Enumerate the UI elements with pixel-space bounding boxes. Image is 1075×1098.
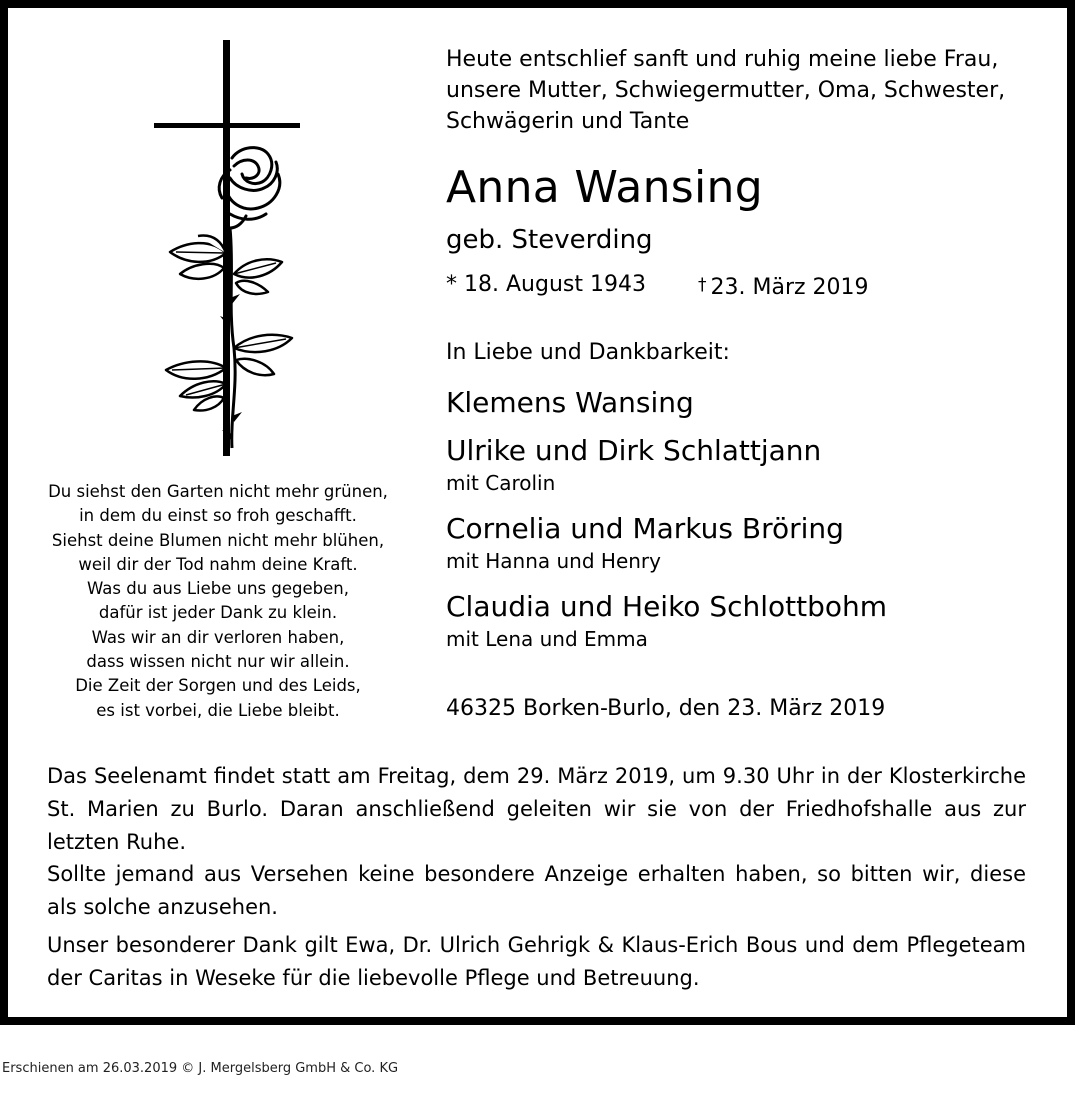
family-name: Claudia und Heiko Schlottbohm [446, 590, 888, 623]
poem-line: Siehst deine Blumen nicht mehr blühen, [51, 530, 385, 550]
poem-line: weil dir der Tod nahm deine Kraft. [78, 554, 358, 574]
notice-paragraph: Sollte jemand aus Versehen keine besondere Anzeige erhalten haben, so bitten wir, diese als solche anzusehen. [47, 862, 1026, 919]
family-entry [446, 589, 887, 653]
family-sub: mit Lena und Emma [446, 627, 648, 651]
cross-with-rose-icon [150, 38, 310, 460]
family-name: Klemens Wansing [446, 386, 694, 419]
poem-line: Was wir an dir verloren haben, [91, 627, 345, 647]
poem-line: dass wissen nicht nur wir allein. [86, 652, 350, 672]
deceased-birth-name: geb. Steverding [446, 225, 653, 255]
death-date [698, 270, 869, 303]
poem-line: Die Zeit der Sorgen und des Leids, [75, 676, 361, 696]
deceased-name: Anna Wansing [446, 162, 763, 213]
place-date: 46325 Borken-Burlo, den 23. März 2019 [446, 696, 886, 721]
birth-mark: * [446, 272, 457, 297]
intro-line: Heute entschlief sanft und ruhig meine liebe Frau, [446, 47, 999, 72]
thanks-paragraph: Unser besonderer Dank gilt Ewa, Dr. Ulrich Gehrigk & Klaus-Erich Bous und dem Pflegeteam der Caritas in Weseke für die liebevolle Pflege und Betreuung. [47, 933, 1026, 990]
birth-date-value: 18. August 1943 [464, 272, 646, 297]
family-name: Cornelia und Markus Bröring [446, 512, 844, 545]
family-entry [446, 511, 844, 575]
intro-text [446, 44, 1005, 137]
family-entry [446, 385, 694, 421]
death-date-value: 23. März 2019 [710, 275, 869, 300]
poem-line: dafür ist jeder Dank zu klein. [98, 603, 338, 623]
family-name: Ulrike und Dirk Schlattjann [446, 434, 822, 467]
intro-line: unsere Mutter, Schwiegermutter, Oma, Schwester, [446, 78, 1006, 103]
service-paragraph: Das Seelenamt findet statt am Freitag, dem 29. März 2019, um 9.30 Uhr in der Klosterkirche St. Marien zu Burlo. Daran anschließend geleiten wir sie von der Friedhofshalle aus zur letzten Ruhe. [47, 764, 1026, 854]
love-line: In Liebe und Dankbarkeit: [446, 340, 730, 365]
poem [38, 480, 398, 723]
family-sub: mit Hanna und Henry [446, 549, 661, 573]
poem-line: Du siehst den Garten nicht mehr grünen, [48, 482, 388, 501]
publication-footer: Erschienen am 26.03.2019 © J. Mergelsberg GmbH & Co. KG [2, 1061, 399, 1076]
life-dates [446, 270, 869, 300]
poem-line: Was du aus Liebe uns gegeben, [87, 579, 349, 599]
poem-line: es ist vorbei, die Liebe bleibt. [96, 700, 340, 720]
cross-mark: † [698, 275, 707, 295]
birth-date [446, 272, 646, 297]
intro-line: Schwägerin und Tante [446, 109, 690, 134]
family-entry [446, 433, 821, 497]
poem-line: in dem du einst so froh geschafft. [79, 506, 357, 526]
family-sub: mit Carolin [446, 471, 556, 495]
